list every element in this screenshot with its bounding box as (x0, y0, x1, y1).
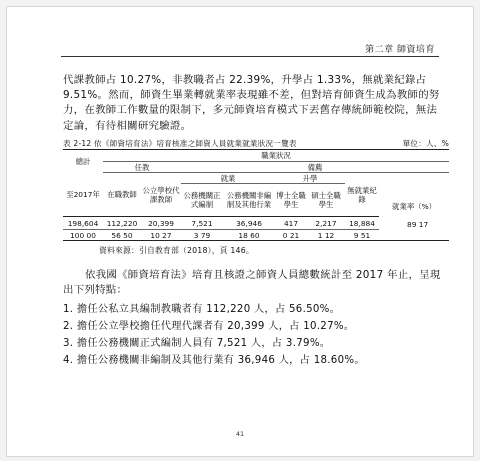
cell-pct-phd: 0 21 (275, 230, 307, 241)
th-status: 職業狀況 (103, 150, 449, 162)
table-source: 資料來源：引自教育部（2018），頁 146。 (99, 246, 254, 255)
th-master: 碩士全職學生 (307, 184, 345, 217)
cell-pct-substitute: 10 27 (141, 230, 181, 241)
page-number: 41 (235, 430, 245, 438)
cell-pct-civil-formal: 3 79 (181, 230, 223, 241)
running-header: 第二章 師資培育 (365, 45, 435, 55)
cell-count-civil-other: 36,946 (236, 218, 262, 228)
cell-count-total: 198,604 (67, 218, 99, 228)
th-year: 至2017年 (63, 173, 103, 217)
cell-count-master: 2,217 (315, 218, 337, 228)
th-no-record: 無就業紀錄 (345, 173, 379, 217)
cell-count-phd: 417 (283, 218, 299, 228)
cell-pct-teacher: 56 50 (103, 230, 141, 241)
th-employment: 就業 (181, 173, 275, 184)
list-item: 3. 擔任公務機關正式編制人員有 7,521 人，占 3.79%。 (63, 338, 331, 349)
th-phd: 博士全職學生 (275, 184, 307, 217)
header-rule (61, 56, 439, 57)
cell-pct-total: 100 00 (63, 230, 103, 241)
cell-count-no-record: 18,884 (349, 218, 375, 228)
th-rate: 就業率（%） (379, 173, 449, 241)
th-teaching: 任教 (103, 162, 181, 173)
cell-count-teacher: 112,220 (106, 218, 138, 228)
table-caption: 表 2-12 依《師資培育法》培育核准之師資人員就業就業狀況一覽表 (63, 139, 297, 148)
table-caption-row (63, 138, 449, 149)
th-civil-other: 公務機關非編制及其他行業 (223, 184, 275, 217)
list-item: 1. 擔任公私立具編制教職者有 112,220 人，占 56.50%。 (63, 304, 341, 315)
th-total: 總計 (63, 150, 103, 173)
paragraph-2: 依我國《師資培育法》培育且核證之師資人員總數統計至 2017 年止，呈現出下列特點： (63, 269, 441, 297)
employment-table (63, 149, 449, 241)
th-civil-formal: 公務機關正式編制 (181, 184, 223, 217)
cell-count-civil-formal: 7,521 (191, 218, 213, 228)
cell-employment-rate: 89 17 (407, 220, 429, 229)
list-item: 4. 擔任公務機關非編制及其他行業有 36,946 人，占 18.60%。 (63, 355, 365, 366)
th-further-study: 升學 (275, 173, 345, 184)
findings-list (63, 301, 449, 369)
th-substitute: 公立學校代課教師 (141, 173, 181, 217)
table-unit: 單位：人、% (402, 139, 449, 148)
cell-pct-no-record: 9 51 (345, 230, 379, 241)
cell-pct-master: 1 12 (307, 230, 345, 241)
cell-count-substitute: 20,399 (148, 218, 174, 228)
document-page (6, 6, 474, 457)
list-item: 2. 擔任公立學校擔任代理代課者有 20,399 人，占 10.27%。 (63, 321, 355, 332)
paragraph-1: 代課教師占 10.27%，非教職者占 22.39%，升學占 1.33%，無就業紀錄占 9.51%。然而，師資生畢業轉就業率表現雖不差，但對培育師資生成為教師的努力，在教師工作數量的限制下，多元師資培育模式下丟舊存傳統師範校院，無法定論，有待相關研究驗證。 (63, 74, 440, 132)
th-current-teacher: 在職教師 (103, 173, 141, 217)
th-nonteaching: 備薦 (181, 162, 449, 173)
cell-pct-civil-other: 18 60 (223, 230, 275, 241)
